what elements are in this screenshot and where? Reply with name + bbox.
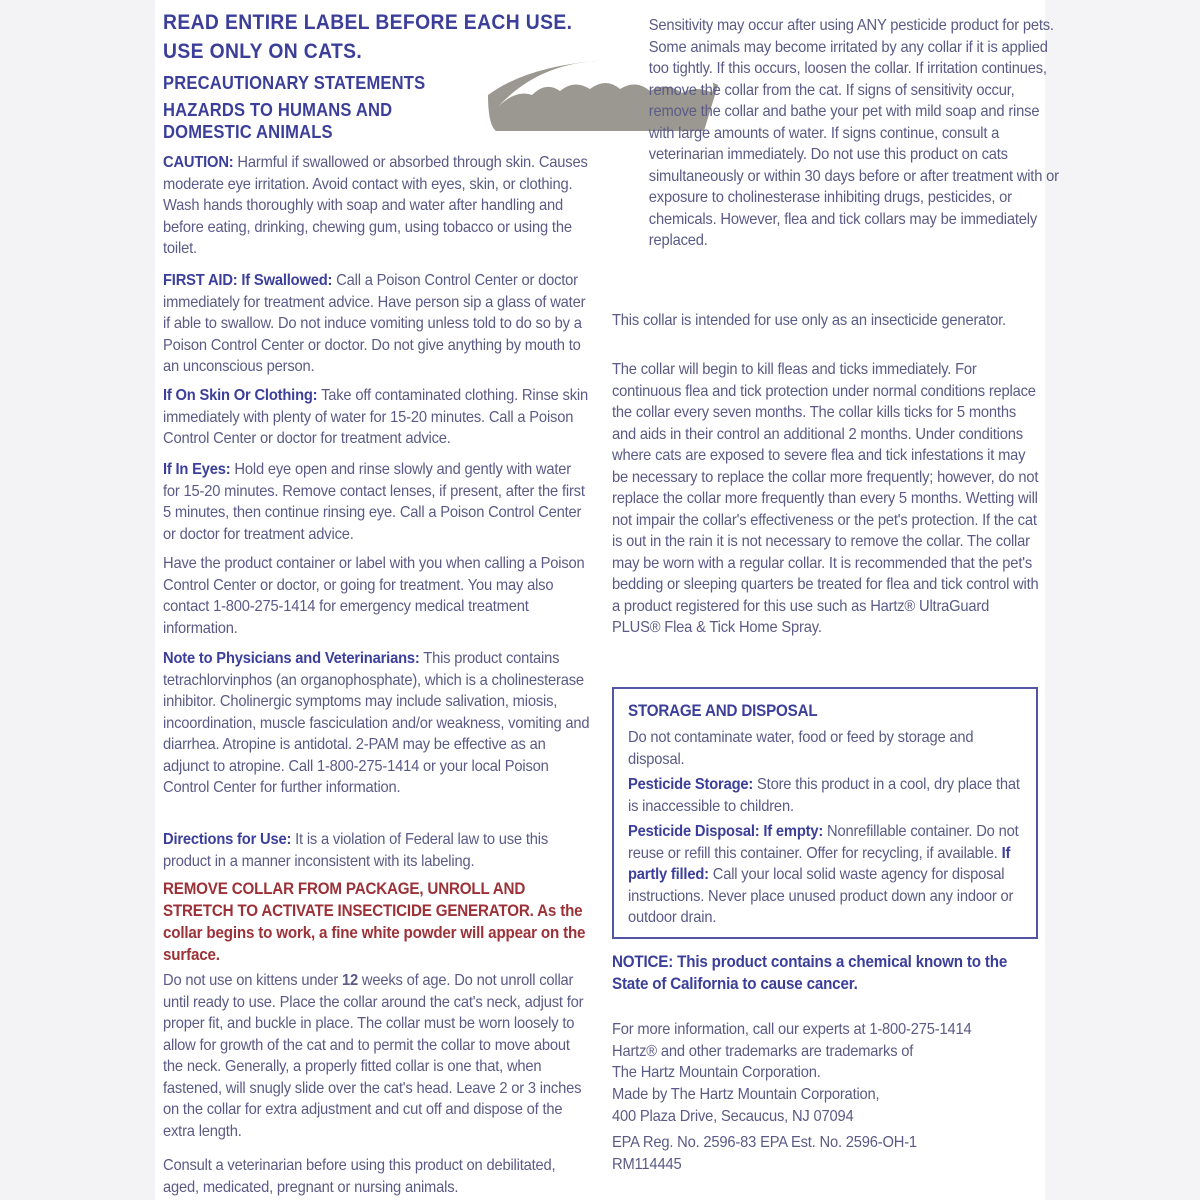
caution-paragraph bbox=[163, 152, 590, 260]
kittens-weeks: 12 bbox=[341, 972, 358, 989]
physicians-paragraph bbox=[163, 648, 590, 799]
pesticide-storage-label: Pesticide Storage: bbox=[628, 776, 754, 793]
kittens-text-b: weeks of age. Do not unroll collar until ready to use. Place the collar around the cat's neck, adjust for proper fit, and buckle in place. The collar must be worn loosely to allow for growth of the cat and to permit the collar to move about the neck. Generally, a properly fitted collar is one that, when fastened, will snugly slide over the cat's head. Leave 2 or 3 inches on the collar for extra adjustment and cut off and dispose of the extra length. bbox=[163, 972, 584, 1140]
info-line-4: Made by The Hartz Mountain Corporation, bbox=[612, 1086, 880, 1103]
partly-filled-label: If partly filled: bbox=[628, 844, 1011, 883]
info-line-3: The Hartz Mountain Corporation. bbox=[612, 1064, 821, 1081]
intended-paragraph: This collar is intended for use only as an insecticide generator. bbox=[612, 312, 1006, 329]
heading-cats-only: USE ONLY ON CATS. bbox=[163, 40, 363, 63]
sensitivity-paragraph: Sensitivity may occur after using ANY pesticide product for pets. Some animals may become irritated by any collar if it is applied too tightly. If this occurs, loosen the collar. If irritation continues, remove the collar from the cat. If signs of sensitivity occur, remove the collar and bathe your pet with mild soap and rinse with large amounts of water. If signs continue, consult a veterinarian immediately. Do not use this product on cats simultaneously or within 30 days before or after treatment with or exposure to cholinesterase inhibiting drugs, pesticides, or chemicals. However, flea and tick collars may be immediately replaced. bbox=[648, 17, 1059, 249]
caution-text: Harmful if swallowed or absorbed through skin. Causes moderate eye irritation. Avoid contact with eyes, skin, or clothing. Wash hands thoroughly with soap and water after handling and before eating, drinking, chewing gum, using tobacco or using the toilet. bbox=[163, 154, 588, 257]
storage-heading: STORAGE AND DISPOSAL bbox=[628, 702, 818, 720]
info-line-7: RM114445 bbox=[612, 1156, 682, 1173]
skin-text: Take off contaminated clothing. Rinse skin immediately with plenty of water for 15-20 minutes. Call a Poison Control Center or doctor for treatment advice. bbox=[163, 387, 588, 447]
notice-paragraph bbox=[612, 952, 1041, 995]
if-empty-label: If empty: bbox=[763, 823, 824, 840]
heading-hazards: HAZARDS TO HUMANS AND bbox=[163, 100, 393, 120]
notice-text: This product contains a chemical known to the State of California to cause cancer. bbox=[612, 953, 1008, 993]
directions-paragraph bbox=[163, 829, 590, 872]
eyes-label: If In Eyes: bbox=[163, 461, 231, 478]
skin-paragraph bbox=[163, 385, 590, 450]
consult-paragraph: Consult a veterinarian before using this product on debilitated, aged, medicated, pregnant or nursing animals. bbox=[163, 1157, 556, 1196]
pesticide-disposal-label: Pesticide Disposal: bbox=[628, 823, 760, 840]
skin-label: If On Skin Or Clothing: bbox=[163, 387, 318, 404]
storage-text: Do not contaminate water, food or feed by storage and disposal. bbox=[628, 729, 974, 768]
physicians-label: Note to Physicians and Veterinarians: bbox=[163, 650, 420, 667]
info-line-6: EPA Reg. No. 2596-83 EPA Est. No. 2596-OH-1 bbox=[612, 1134, 917, 1151]
info-line-5: 400 Plaza Drive, Secaucus, NJ 07094 bbox=[612, 1108, 854, 1125]
pesticide-storage-text: Store this product in a cool, dry place that is inaccessible to children. bbox=[628, 776, 1020, 815]
swallowed-label: If Swallowed: bbox=[241, 272, 333, 289]
kill-paragraph: The collar will begin to kill fleas and ticks immediately. For continuous flea and tick protection under normal conditions replace the collar every seven months. The collar kills ticks for 5 months and aids in their control an additional 2 months. Under conditions where cats are exposed to severe flea and tick infestations it may be necessary to replace the collar more frequently; however, do not replace the collar more frequently than every 5 months. Wetting will not impair the collar's effectiveness or the pet's protection. If the cat is out in the rain it is not necessary to remove the collar. The collar may be worn with a regular collar. It is recommended that the pet's bedding or sleeping quarters be treated for flea and tick control with a product registered for this use such as Hartz® UltraGuard PLUS® Flea & Tick Home Spray. bbox=[612, 361, 1039, 636]
partly-filled-text: Call your local solid waste agency for disposal instructions. Never place unused product down any indoor or outdoor drain. bbox=[628, 866, 1014, 926]
first-aid-paragraph bbox=[163, 270, 590, 378]
directions-text: It is a violation of Federal law to use this product in a manner inconsistent with its labeling. bbox=[163, 831, 549, 870]
heading-read-label: READ ENTIRE LABEL BEFORE EACH USE. bbox=[163, 11, 573, 34]
caution-label: CAUTION: bbox=[163, 154, 234, 171]
heading-precautionary: PRECAUTIONARY STATEMENTS bbox=[163, 73, 426, 93]
storage-disposal-box bbox=[612, 687, 1038, 939]
directions-label: Directions for Use: bbox=[163, 831, 292, 848]
if-empty-text: Nonrefillable container. Do not reuse or refill this container. Offer for recycling, if available. bbox=[628, 823, 1019, 862]
notice-label: NOTICE: bbox=[612, 953, 674, 971]
info-line-2: Hartz® and other trademarks are trademarks of bbox=[612, 1043, 914, 1060]
eyes-text: Hold eye open and rinse slowly and gently with water for 15-20 minutes. Remove contact lenses, if present, after the first 5 minutes, then continue rinsing eye. Call a Poison Control Center or doctor for treatment advice. bbox=[163, 461, 585, 543]
kittens-paragraph bbox=[163, 970, 590, 1142]
swallowed-text: Call a Poison Control Center or doctor immediately for treatment advice. Have person sip a glass of water if able to swallow. Do not induce vomiting unless told to do so by a Poison Control Center or doctor. Do not give anything by mouth to an unconscious person. bbox=[163, 272, 586, 375]
info-line-1: For more information, call our experts at 1-800-275-1414 bbox=[612, 1021, 972, 1038]
pesticide-disposal-paragraph bbox=[628, 821, 1024, 929]
kittens-text-a: Do not use on kittens under bbox=[163, 972, 342, 989]
background-edge bbox=[1045, 0, 1200, 1200]
pesticide-storage-paragraph bbox=[628, 774, 1024, 817]
remove-collar-warning: REMOVE COLLAR FROM PACKAGE, UNROLL AND STRETCH TO ACTIVATE INSECTICIDE GENERATOR. As the collar begins to work, a fine white powder will appear on the surface. bbox=[163, 880, 586, 964]
eyes-paragraph bbox=[163, 459, 590, 545]
heading-domestic: DOMESTIC ANIMALS bbox=[163, 122, 333, 142]
first-aid-label: FIRST AID: bbox=[163, 272, 238, 289]
physicians-text: This product contains tetrachlorvinphos (an organophosphate), which is a cholinesterase inhibitor. Cholinergic symptoms may include salivation, miosis, incoordination, muscle fasciculation and/or weakness, vomiting and diarrhea. Atropine is antidotal. 2-PAM may be effective as an adjunct to atropine. Call 1-800-275-1414 or your local Poison Control Center for further information. bbox=[163, 650, 590, 796]
container-paragraph: Have the product container or label with you when calling a Poison Control Center or doctor, or going for treatment. You may also contact 1-800-275-1414 for emergency medical treatment information. bbox=[163, 555, 585, 637]
